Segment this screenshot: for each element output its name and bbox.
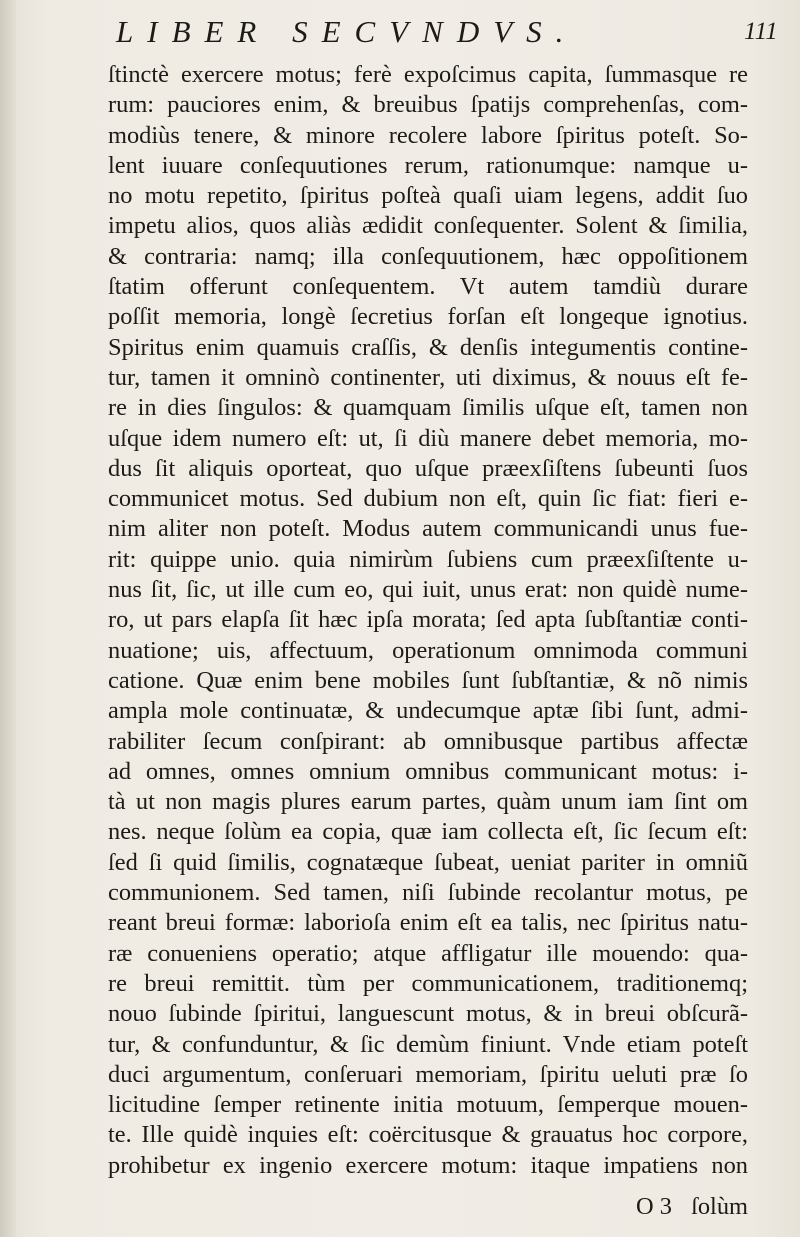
text-line: poſſit memoria, longè ſecretius forſan eſt longeque ignotius. (108, 303, 748, 331)
text-line: & contraria: namq; illa conſequutionem, hæc oppoſitionem (108, 242, 748, 270)
text-line: ampla mole continuatæ, & undecumque aptæ ſibi ſunt, admi- (108, 697, 748, 725)
text-line: Spiritus enim quamuis craſſis, & denſis integumentis contine- (108, 333, 748, 361)
main-text-block (108, 60, 748, 1181)
text-line: ræ conueniens operatio; atque affligatur ille mouendo: qua- (108, 939, 748, 967)
catchline (108, 1193, 748, 1225)
text-line: uſque idem numero eſt: ut, ſi diù manere debet memoria, mo- (108, 424, 748, 452)
text-line: nouo ſubinde ſpiritui, languescunt motus, & in breui obſcurã- (108, 1000, 748, 1028)
text-line: no motu repetito, ſpiritus poſteà quaſi uiam legens, addit ſuo (108, 182, 748, 210)
text-line: licitudine ſemper retinente initia motuum, ſemperque mouen- (108, 1091, 748, 1119)
text-line: ſed ſi quid ſimilis, cognatæque ſubeat, ueniat pariter in omniũ (108, 848, 748, 876)
text-line: tur, & confunduntur, & ſic demùm finiunt. Vnde etiam poteſt (108, 1030, 748, 1058)
text-line: ro, ut pars elapſa ſit hæc ipſa morata; ſed apta ſubſtantiæ conti- (108, 606, 748, 634)
text-line: catione. Quæ enim bene mobiles ſunt ſubſtantiæ, & nõ nimis (108, 666, 748, 694)
text-line: tà ut non magis plures earum partes, quàm unum iam ſint om (108, 788, 748, 816)
text-line: duci argumentum, conſeruari memoriam, ſpiritu ueluti præ ſo (108, 1060, 748, 1088)
text-line: communicet motus. Sed dubium non eſt, quin ſic fiat: fieri e- (108, 485, 748, 513)
text-line: ſtinctè exercere motus; ferè expoſcimus capita, ſummasque re (108, 61, 748, 88)
page-number: 111 (744, 18, 778, 45)
text-line: rabiliter ſecum conſpirant: ab omnibusque partibus affectæ (108, 727, 748, 755)
text-line: te. Ille quidè inquies eſt: coërcitusque & grauatus hoc corpore, (108, 1121, 748, 1149)
text-line: dus ſit aliquis oporteat, quo uſque præexſiſtens ſubeunti ſuos (108, 454, 748, 482)
text-line: ſtatim offerunt conſequentem. Vt autem tamdiù durare (108, 273, 748, 301)
text-line: nuatione; uis, affectuum, operationum omnimoda communi (108, 636, 748, 664)
text-line: nim aliter non poteſt. Modus autem communicandi unus fue- (108, 515, 748, 543)
running-head: LIBER SECVNDVS. (116, 14, 578, 49)
text-line: modiùs tenere, & minore recolere labore ſpiritus poteſt. So- (108, 121, 748, 149)
text-line: nes. neque ſolùm ea copia, quæ iam collecta eſt, ſic ſecum eſt: (108, 818, 748, 846)
text-line: re in dies ſingulos: & quamquam ſimilis uſque eſt, tamen non (108, 394, 748, 422)
text-line: reant breui formæ: laborioſa enim eſt ea talis, nec ſpiritus natu- (108, 909, 748, 937)
page-gutter-shadow (0, 0, 16, 1237)
catchword: ſolùm (691, 1193, 748, 1220)
page-header (0, 0, 800, 60)
text-line: impetu alios, quos aliàs ædidit conſequenter. Solent & ſimilia, (108, 212, 748, 240)
text-line: rum: pauciores enim, & breuibus ſpatijs comprehenſas, com- (108, 91, 748, 119)
text-line: rit: quippe unio. quia nimirùm ſubiens cum præexſiſtente u- (108, 545, 748, 573)
text-line: prohibetur ex ingenio exercere motum: itaque impatiens non (108, 1151, 748, 1179)
signature-mark: O 3 (636, 1193, 672, 1220)
text-line: nus ſit, ſic, ut ille cum eo, qui iuit, unus erat: non quidè nume- (108, 576, 748, 604)
text-line: ad omnes, omnes omnium omnibus communicant motus: i- (108, 757, 748, 785)
text-line: tur, tamen it omninò continenter, uti diximus, & nouus eſt fe- (108, 363, 748, 391)
text-line: re breui remittit. tùm per communicationem, traditionemq; (108, 969, 748, 997)
text-line: communionem. Sed tamen, niſi ſubinde recolantur motus, pe (108, 879, 748, 907)
text-line: lent iuuare conſequutiones rerum, rationumque: namque u- (108, 151, 748, 179)
